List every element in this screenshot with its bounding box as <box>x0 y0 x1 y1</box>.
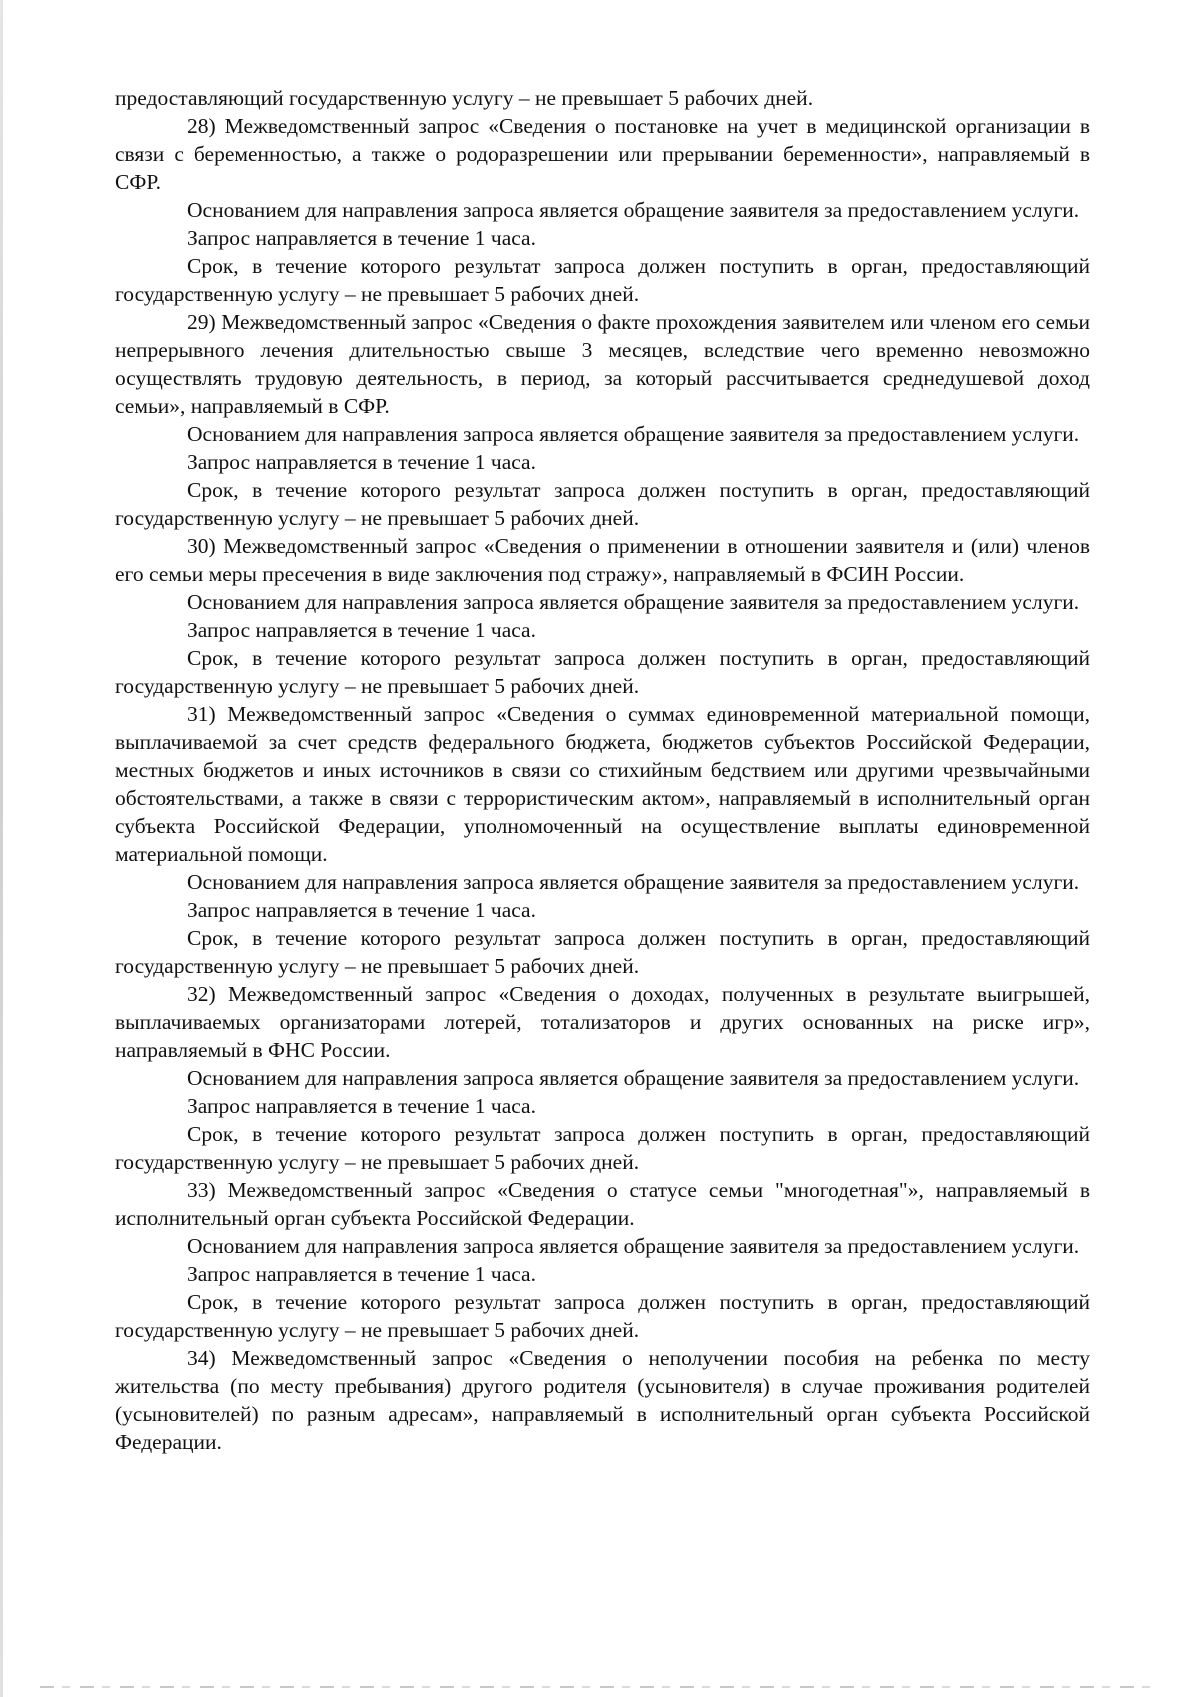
basis-paragraph: Основанием для направления запроса является обращение заявителя за предоставлением услуги. <box>187 198 1080 222</box>
timing-paragraph: Запрос направляется в течение 1 часа. <box>187 1262 536 1286</box>
basis-paragraph: Основанием для направления запроса является обращение заявителя за предоставлением услуги. <box>187 422 1080 446</box>
item-28-paragraph: 28) Межведомственный запрос «Сведения о постановке на учет в медицинской организации в связи с беременностью, а также о родоразрешении или прерывании беременности», направляемый в СФР. <box>115 114 1090 194</box>
deadline-paragraph: Срок, в течение которого результат запроса должен поступить в орган, предоставляющий государственную услугу – не превышает 5 рабочих дней. <box>115 1290 1090 1342</box>
deadline-paragraph: Срок, в течение которого результат запроса должен поступить в орган, предоставляющий государственную услугу – не превышает 5 рабочих дней. <box>115 926 1090 978</box>
deadline-paragraph: Срок, в течение которого результат запроса должен поступить в орган, предоставляющий государственную услугу – не превышает 5 рабочих дней. <box>115 254 1090 306</box>
basis-paragraph: Основанием для направления запроса является обращение заявителя за предоставлением услуги. <box>187 1066 1080 1090</box>
item-31-paragraph: 31) Межведомственный запрос «Сведения о суммах единовременной материальной помощи, выплачиваемой за счет средств федерального бюджета, бюджетов субъектов Российской Федерации, местных бюджетов и иных источников в связи со стихийным бедствием или другими чрезвычайными обстоятельствами, а также в связи с террористическим актом», направляемый в исполнительный орган субъекта Российской Федерации, уполномоченный на осуществление выплаты единовременной материальной помощи. <box>115 702 1090 866</box>
timing-paragraph: Запрос направляется в течение 1 часа. <box>187 618 536 642</box>
timing-paragraph: Запрос направляется в течение 1 часа. <box>187 226 536 250</box>
timing-paragraph: Запрос направляется в течение 1 часа. <box>187 450 536 474</box>
basis-paragraph: Основанием для направления запроса является обращение заявителя за предоставлением услуги. <box>187 870 1080 894</box>
paragraph-continuation: предоставляющий государственную услугу – не превышает 5 рабочих дней. <box>115 86 814 110</box>
deadline-paragraph: Срок, в течение которого результат запроса должен поступить в орган, предоставляющий государственную услугу – не превышает 5 рабочих дней. <box>115 478 1090 530</box>
deadline-paragraph: Срок, в течение которого результат запроса должен поступить в орган, предоставляющий государственную услугу – не превышает 5 рабочих дней. <box>115 1122 1090 1174</box>
document-page <box>115 84 1090 1456</box>
timing-paragraph: Запрос направляется в течение 1 часа. <box>187 1094 536 1118</box>
item-29-paragraph: 29) Межведомственный запрос «Сведения о факте прохождения заявителем или членом его семьи непрерывного лечения длительностью свыше 3 месяцев, вследствие чего временно невозможно осуществлять трудовую деятельность, в период, за который рассчитывается среднедушевой доход семьи», направляемый в СФР. <box>115 310 1090 418</box>
basis-paragraph: Основанием для направления запроса является обращение заявителя за предоставлением услуги. <box>187 1234 1080 1258</box>
deadline-paragraph: Срок, в течение которого результат запроса должен поступить в орган, предоставляющий государственную услугу – не превышает 5 рабочих дней. <box>115 646 1090 698</box>
basis-paragraph: Основанием для направления запроса является обращение заявителя за предоставлением услуги. <box>187 590 1080 614</box>
scan-bottom-edge <box>40 1686 1160 1688</box>
item-33-paragraph: 33) Межведомственный запрос «Сведения о статусе семьи "многодетная"», направляемый в исполнительный орган субъекта Российской Федерации. <box>115 1178 1090 1230</box>
item-32-paragraph: 32) Межведомственный запрос «Сведения о доходах, полученных в результате выигрышей, выплачиваемых организаторами лотерей, тотализаторов и других основанных на риске игр», направляемый в ФНС России. <box>115 982 1090 1062</box>
scan-left-edge <box>0 0 3 1697</box>
item-34-paragraph: 34) Межведомственный запрос «Сведения о неполучении пособия на ребенка по месту жительства (по месту пребывания) другого родителя (усыновителя) в случае проживания родителей (усыновителей) по разным адресам», направляемый в исполнительный орган субъекта Российской Федерации. <box>115 1346 1090 1454</box>
item-30-paragraph: 30) Межведомственный запрос «Сведения о применении в отношении заявителя и (или) членов его семьи меры пресечения в виде заключения под стражу», направляемый в ФСИН России. <box>115 534 1090 586</box>
timing-paragraph: Запрос направляется в течение 1 часа. <box>187 898 536 922</box>
